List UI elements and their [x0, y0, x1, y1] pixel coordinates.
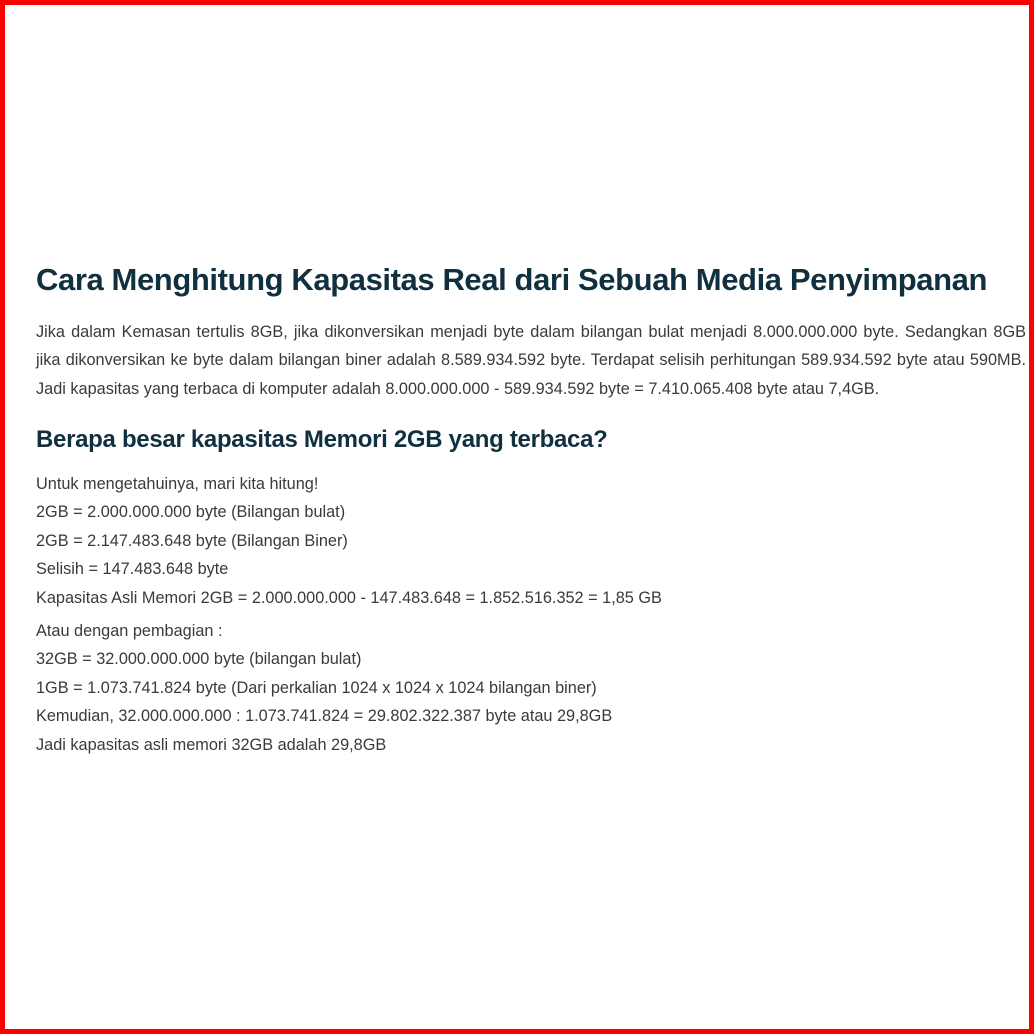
text-line: Selisih = 147.483.648 byte [36, 560, 229, 579]
text-line: Jadi kapasitas asli memori 32GB adalah 29,8GB [36, 735, 387, 754]
text-line: Kapasitas Asli Memori 2GB = 2.000.000.000 - 147.483.648 = 1.852.516.352 = 1,85 GB [36, 588, 662, 607]
article-title: Cara Menghitung Kapasitas Real dari Sebuah Media Penyimpanan [36, 262, 988, 297]
text-line: 2GB = 2.000.000.000 byte (Bilangan bulat) [36, 503, 346, 522]
text-line: Atau dengan pembagian : [36, 621, 223, 640]
text-line: Untuk mengetahuinya, mari kita hitung! [36, 474, 319, 493]
section-heading: Berapa besar kapasitas Memori 2GB yang terbaca? [36, 425, 608, 453]
text-line: 1GB = 1.073.741.824 byte (Dari perkalian 1024 x 1024 x 1024 bilangan biner) [36, 678, 597, 697]
text-line: 2GB = 2.147.483.648 byte (Bilangan Biner) [36, 531, 348, 550]
article-content [36, 258, 1026, 759]
text-line: Kemudian, 32.000.000.000 : 1.073.741.824 = 29.802.322.387 byte atau 29,8GB [36, 707, 613, 726]
calculation-block-32gb [36, 617, 1026, 759]
calculation-block-2gb [36, 470, 1026, 612]
intro-paragraph: Jika dalam Kemasan tertulis 8GB, jika dikonversikan menjadi byte dalam bilangan bulat menjadi 8.000.000.000 byte. Sedangkan 8GB jika dikonversikan ke byte dalam bilangan biner adalah 8.589.934.592 byte. Terdapat selisih perhitungan 589.934.592 byte atau 590MB. Jadi kapasitas yang terbaca di komputer adalah 8.000.000.000 - 589.934.592 byte = 7.410.065.408 byte atau 7,4GB. [36, 323, 1026, 398]
text-line: 32GB = 32.000.000.000 byte (bilangan bulat) [36, 650, 362, 669]
